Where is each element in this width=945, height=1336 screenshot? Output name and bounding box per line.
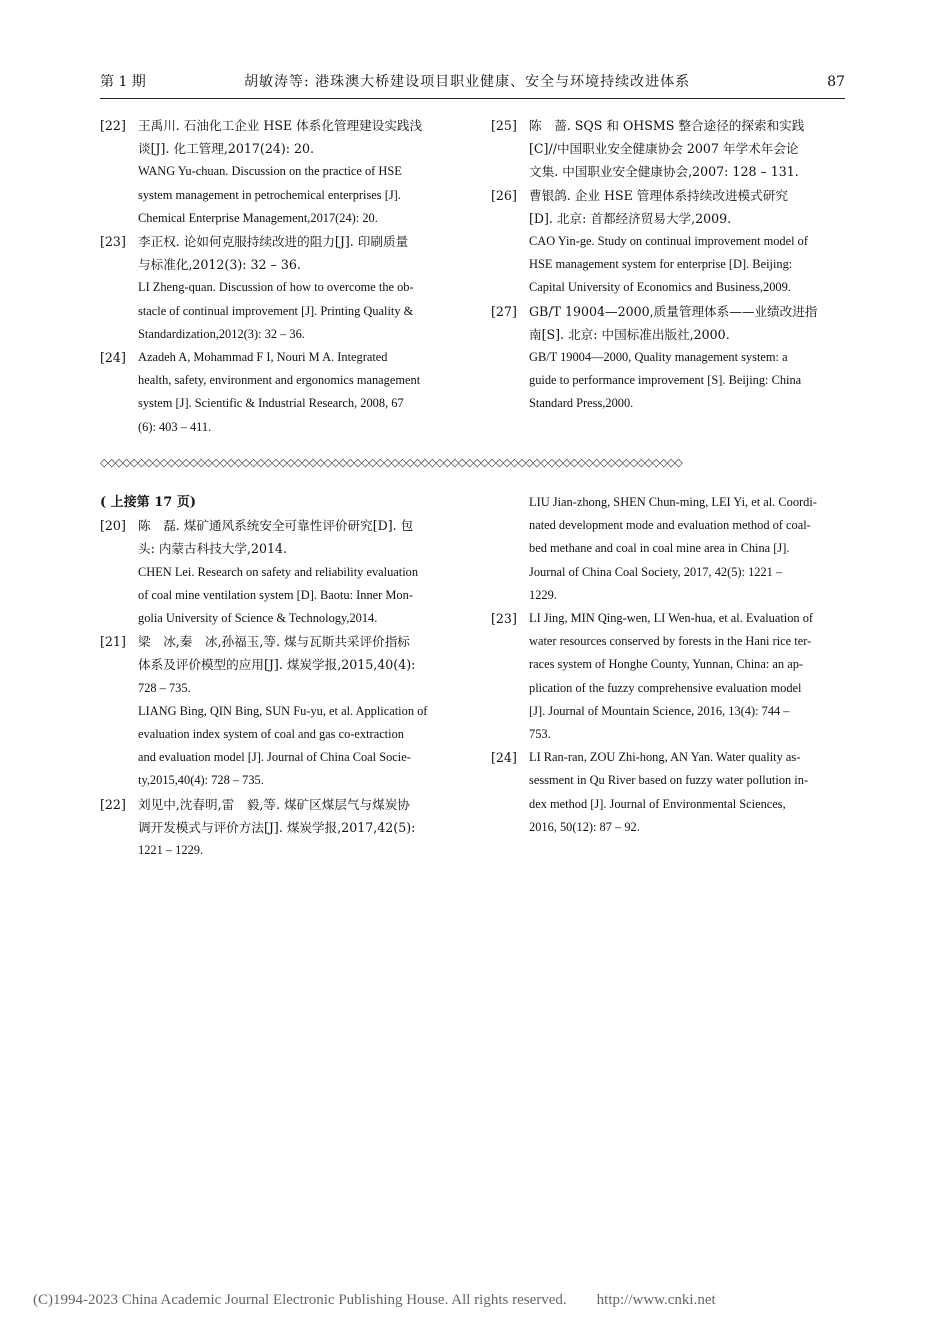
reference-line: 陈 蔷. SQS 和 OHSMS 整合途径的探索和实践 [529,118,805,133]
reference-line: (6): 403 – 411. [138,419,212,434]
reference-line: LI Zheng-quan. Discussion of how to overcome the ob- [138,280,414,295]
issue-number: 第 1 期 [100,74,146,90]
reference-line: LI Jing, MIN Qing-wen, LI Wen-hua, et al. Evaluation of [529,611,814,626]
reference-line: LI Ran-ran, ZOU Zhi-hong, AN Yan. Water quality as- [529,750,801,765]
references-top-left [100,114,456,439]
reference-line: 753. [529,727,551,742]
reference-line: plication of the fuzzy comprehensive evaluation model [529,680,802,695]
reference-line: [D]. 北京: 首都经济贸易大学,2009. [529,210,732,226]
reference-entry [100,630,456,792]
reference-line: Azadeh A, Mohammad F I, Nouri M A. Integrated [138,350,388,365]
reference-line: 与标准化,2012(3): 32 – 36. [138,257,301,273]
reference-entry [491,300,846,416]
reference-line: HSE management system for enterprise [D]. Beijing: [529,257,793,272]
reference-number: [22] [100,118,126,133]
reference-line: 文集. 中国职业安全健康协会,2007: 128 – 131. [529,164,799,180]
reference-line: LIU Jian-zhong, SHEN Chun-ming, LEI Yi, et al. Coordi- [529,495,817,509]
reference-number: [27] [491,303,517,319]
continued-from-heading: ( 上接第 17 页) [100,495,196,510]
reference-line: 李正权. 论如何克服持续改进的阻力[J]. 印刷质量 [138,234,409,250]
reference-line: water resources conserved by forests in the Hani rice ter- [529,634,812,649]
reference-line: golia University of Science & Technology,2014. [138,611,378,626]
reference-line: 曹银鸽. 企业 HSE 管理体系持续改进模式研究 [529,187,788,203]
reference-line: Chemical Enterprise Management,2017(24): 20. [138,210,378,225]
reference-line: bed methane and coal in coal mine area in China [J]. [529,541,790,556]
reference-line: stacle of continual improvement [J]. Printing Quality & [138,303,414,318]
reference-line: guide to performance improvement [S]. Beijing: China [529,373,802,388]
reference-entry [100,514,456,630]
reference-entry [491,607,846,746]
reference-number: [23] [491,611,517,627]
reference-line: 头: 内蒙古科技大学,2014. [138,541,288,557]
reference-line: CHEN Lei. Research on safety and reliability evaluation [138,564,419,579]
reference-line: WANG Yu-chuan. Discussion on the practice of HSE [138,164,402,179]
reference-line: [J]. Journal of Mountain Science, 2016, 13(4): 744 – [529,703,790,718]
reference-line: nated development mode and evaluation method of coal- [529,518,811,533]
reference-line: GB/T 19004—2000, Quality management system: a [529,350,788,365]
running-title: 胡敏涛等: 港珠澳大桥建设项目职业健康、安全与环境持续改进体系 [244,74,691,90]
references-top-right [491,114,846,416]
reference-entry [491,184,846,300]
reference-line: evaluation index system of coal and gas co-extraction [138,727,404,742]
reference-line: system management in petrochemical enterprises [J]. [138,187,401,202]
reference-entry [100,793,456,863]
reference-line: 调开发模式与评价方法[J]. 煤炭学报,2017,42(5): [138,819,416,835]
reference-line: 南[S]. 北京: 中国标准出版社,2000. [529,326,730,342]
reference-line: races system of Honghe County, Yunnan, China: an ap- [529,657,804,672]
reference-line: 728 – 735. [138,680,191,695]
section-divider: ◇◇◇◇◇◇◇◇◇◇◇◇◇◇◇◇◇◇◇◇◇◇◇◇◇◇◇◇◇◇◇◇◇◇◇◇◇◇◇◇◇◇◇◇◇◇◇◇◇◇◇◇◇◇◇◇◇◇◇◇◇◇◇◇◇◇◇◇◇◇◇◇◇◇◇◇◇◇ [100,456,682,469]
reference-line: 2016, 50(12): 87 – 92. [529,819,640,834]
reference-line: LIANG Bing, QIN Bing, SUN Fu-yu, et al. Application of [138,703,428,718]
reference-number: [21] [100,634,126,650]
reference-number: [22] [100,796,126,812]
page-number: 87 [827,74,845,90]
reference-line: Capital University of Economics and Business,2009. [529,280,791,295]
reference-line: Standard Press,2000. [529,396,634,411]
references-bottom-left [100,491,456,862]
reference-line: 王禹川. 石油化工企业 HSE 体系化管理建设实践浅 [138,118,423,133]
reference-entry [491,746,846,839]
reference-line: health, safety, environment and ergonomics management [138,373,421,388]
reference-entry [491,491,846,607]
running-header [100,70,845,99]
reference-line: of coal mine ventilation system [D]. Baotu: Inner Mon- [138,587,413,602]
reference-line: 梁 冰,秦 冰,孙福玉,等. 煤与瓦斯共采评价指标 [138,634,410,650]
reference-line: 1221 – 1229. [138,843,204,858]
reference-number: [25] [491,118,517,133]
reference-line: 陈 磊. 煤矿通风系统安全可靠性评价研究[D]. 包 [138,518,414,534]
reference-entry [100,114,456,230]
copyright-footer: (C)1994-2023 China Academic Journal Electronic Publishing House. All rights reserved. http://www.cnki.net [33,1292,716,1308]
reference-line: 刘见中,沈春明,雷 毅,等. 煤矿区煤层气与煤炭协 [138,796,410,812]
reference-entry [100,346,456,439]
reference-entry [491,114,846,184]
reference-line: CAO Yin-ge. Study on continual improvement model of [529,234,808,249]
reference-line: sessment in Qu River based on fuzzy water pollution in- [529,773,809,788]
reference-line: Journal of China Coal Society, 2017, 42(5): 1221 – [529,564,783,579]
reference-line: system [J]. Scientific & Industrial Research, 2008, 67 [138,396,404,411]
reference-number: [23] [100,234,126,250]
reference-number: [24] [491,750,517,766]
reference-line: 1229. [529,587,557,602]
reference-line: 谈[J]. 化工管理,2017(24): 20. [138,141,315,157]
reference-line: ty,2015,40(4): 728 – 735. [138,773,264,788]
reference-entry [100,230,456,346]
references-bottom-right [491,491,846,839]
reference-line: GB/T 19004—2000,质量管理体系——业绩改进指 [529,303,818,319]
reference-number: [24] [100,350,126,366]
reference-line: 体系及评价模型的应用[J]. 煤炭学报,2015,40(4): [138,657,416,673]
reference-line: and evaluation model [J]. Journal of China Coal Socie- [138,750,411,765]
reference-number: [20] [100,518,126,534]
reference-line: [C]//中国职业安全健康协会 2007 年学术年会论 [529,141,799,157]
reference-number: [26] [491,187,517,203]
reference-line: Standardization,2012(3): 32 – 36. [138,326,305,341]
reference-line: dex method [J]. Journal of Environmental Sciences, [529,796,786,811]
